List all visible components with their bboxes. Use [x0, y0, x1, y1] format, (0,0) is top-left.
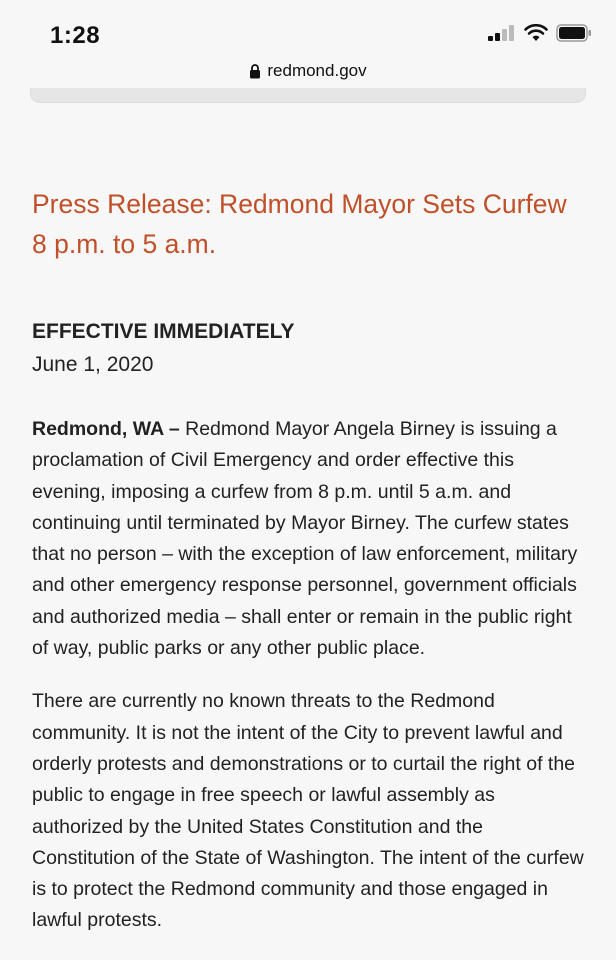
- effective-heading: EFFECTIVE IMMEDIATELY: [32, 320, 295, 343]
- article-paragraph-2: There are currently no known threats to the Redmond community. It is not the intent of the City to prevent lawful and orderly protests and demonstrations or to curtail the right of the public to engage in free speech or lawful assembly as authorized by the United States Constitution and the Constitution of the State of Washington. The intent of the curfew is to protect the Redmond community and those engaged in lawful protests.: [32, 690, 584, 932]
- dateline: Redmond, WA –: [32, 418, 180, 440]
- url-text[interactable]: redmond.gov: [267, 61, 367, 80]
- page-content: [0, 104, 616, 960]
- status-time: 1:28: [50, 22, 101, 49]
- wifi-icon: [524, 24, 548, 42]
- article-paragraph-1: [32, 414, 584, 664]
- lock-icon: [249, 64, 261, 79]
- article: [32, 184, 584, 956]
- article-date: June 1, 2020: [32, 353, 154, 376]
- status-bar: [0, 0, 616, 60]
- battery-icon: [556, 24, 592, 42]
- article-title: Press Release: Redmond Mayor Sets Curfew 8 p.m. to 5 a.m.: [32, 189, 567, 259]
- cellular-signal-icon: [488, 25, 516, 41]
- address-bar[interactable]: [0, 58, 616, 84]
- browser-tab-strip: [30, 88, 586, 103]
- status-icons: [488, 24, 592, 42]
- paragraph-1-text: Redmond Mayor Angela Birney is issuing a proclamation of Civil Emergency and order effective this evening, imposing a curfew from 8 p.m. until 5 a.m. and continuing until terminated by Mayor Birney. The curfew states that no person – with the exception of law enforcement, military and other emergency response personnel, government officials and authorized media – shall enter or remain in the public right of way, public parks or any other public place.: [32, 418, 578, 660]
